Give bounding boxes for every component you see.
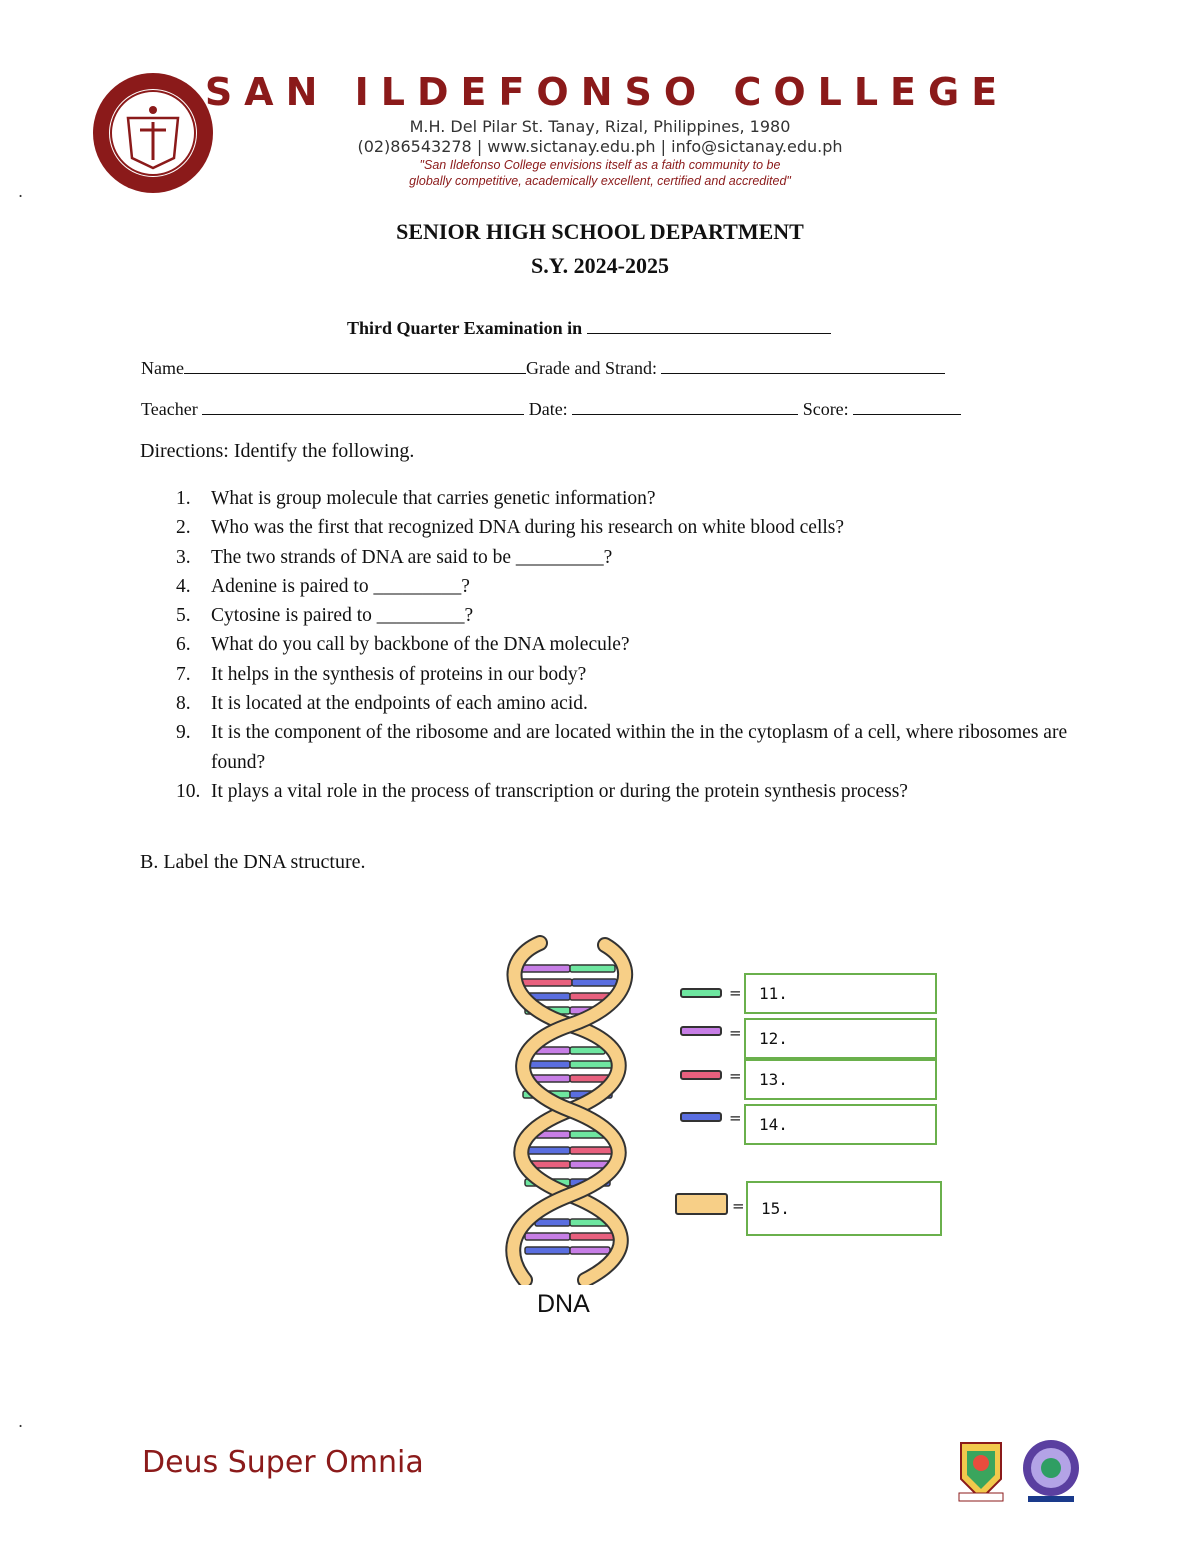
subject-blank[interactable] bbox=[587, 317, 831, 334]
question-item bbox=[140, 777, 1080, 806]
legend-swatch-pink bbox=[680, 1070, 722, 1080]
margin-dot: . bbox=[18, 1412, 24, 1431]
vision-statement-line1: "San Ildefonso College envisions itself as a faith community to be bbox=[419, 158, 781, 172]
question-number: 1. bbox=[176, 488, 191, 509]
grade-strand-blank[interactable] bbox=[661, 357, 945, 374]
question-number: 3. bbox=[176, 546, 191, 568]
legend-equals: = bbox=[729, 1067, 742, 1085]
dna-helix-illustration bbox=[495, 935, 645, 1285]
name-label: Name bbox=[141, 358, 184, 378]
question-text: It is located at the endpoints of each amino acid. bbox=[211, 693, 588, 715]
college-contact: (02)86543278 | www.sictanay.edu.ph | info@sictanay.edu.ph bbox=[357, 137, 843, 156]
question-number: 5. bbox=[176, 605, 191, 627]
question-number: 9. bbox=[176, 722, 191, 744]
legend-swatch-green bbox=[680, 988, 722, 998]
department-title: SENIOR HIGH SCHOOL DEPARTMENT bbox=[396, 219, 804, 244]
question-item bbox=[140, 513, 1080, 542]
question-number: 7. bbox=[176, 663, 191, 685]
question-list bbox=[140, 484, 1080, 806]
question-item bbox=[140, 718, 1080, 777]
legend-swatch-purple bbox=[680, 1026, 722, 1036]
question-item bbox=[140, 689, 1080, 718]
question-text: Adenine is paired to _________? bbox=[211, 575, 470, 597]
teacher-date-score-row bbox=[141, 398, 961, 420]
footer-logo-right bbox=[1018, 1438, 1084, 1504]
answer-box-11[interactable]: 11. bbox=[744, 973, 937, 1014]
question-text: The two strands of DNA are said to be _________? bbox=[211, 546, 613, 568]
exam-title: Third Quarter Examination in bbox=[347, 318, 583, 338]
name-grade-row bbox=[141, 357, 945, 379]
name-blank[interactable] bbox=[184, 357, 526, 374]
college-name: SAN ILDEFONSO COLLEGE bbox=[204, 70, 1010, 114]
question-text: It plays a vital role in the process of transcription or during the protein synthesis process? bbox=[211, 780, 908, 802]
score-blank[interactable] bbox=[853, 398, 961, 415]
question-number: 8. bbox=[176, 693, 191, 715]
question-text: Who was the first that recognized DNA during his research on white blood cells? bbox=[211, 517, 845, 539]
question-item bbox=[140, 484, 1080, 513]
college-address: M.H. Del Pilar St. Tanay, Rizal, Philippines, 1980 bbox=[409, 117, 791, 136]
teacher-blank[interactable] bbox=[202, 398, 524, 415]
exam-title-row bbox=[347, 317, 831, 339]
question-text: What do you call by backbone of the DNA molecule? bbox=[211, 634, 630, 656]
question-text: It helps in the synthesis of proteins in our body? bbox=[211, 663, 587, 685]
margin-dot: . bbox=[18, 182, 24, 201]
directions: Directions: Identify the following. bbox=[140, 440, 415, 462]
vision-statement-line2: globally competitive, academically excellent, certified and accredited" bbox=[409, 174, 791, 188]
teacher-label: Teacher bbox=[141, 399, 198, 419]
legend-swatch-blue bbox=[680, 1112, 722, 1122]
question-item bbox=[140, 630, 1080, 659]
legend-equals: = bbox=[729, 1109, 742, 1127]
question-item bbox=[140, 543, 1080, 572]
answer-box-12[interactable]: 12. bbox=[744, 1018, 937, 1059]
legend-equals: = bbox=[732, 1197, 745, 1215]
footer-logo-left bbox=[953, 1433, 1009, 1505]
question-text: What is group molecule that carries genetic information? bbox=[211, 488, 656, 509]
date-label: Date: bbox=[528, 399, 568, 419]
question-item bbox=[140, 572, 1080, 601]
answer-box-13[interactable]: 13. bbox=[744, 1059, 937, 1100]
section-b-instruction: B. Label the DNA structure. bbox=[140, 851, 366, 873]
question-text: It is the component of the ribosome and are located within the in the cytoplasm of a cell, where ribosomes are found? bbox=[211, 722, 1068, 773]
question-item bbox=[140, 660, 1080, 689]
date-blank[interactable] bbox=[572, 398, 798, 415]
answer-box-15[interactable]: 15. bbox=[746, 1181, 942, 1236]
score-label: Score: bbox=[802, 399, 849, 419]
question-number: 2. bbox=[176, 517, 191, 539]
question-text: Cytosine is paired to _________? bbox=[211, 605, 474, 627]
legend-swatch-backbone bbox=[675, 1193, 728, 1215]
grade-strand-label: Grade and Strand: bbox=[525, 358, 657, 378]
question-item bbox=[140, 601, 1080, 630]
school-motto: Deus Super Omnia bbox=[142, 1445, 424, 1480]
answer-box-14[interactable]: 14. bbox=[744, 1104, 937, 1145]
dna-label: DNA bbox=[537, 1290, 590, 1318]
question-number: 6. bbox=[176, 634, 191, 656]
legend-equals: = bbox=[729, 984, 742, 1002]
question-number: 10. bbox=[176, 780, 201, 802]
question-number: 4. bbox=[176, 575, 191, 597]
school-year: S.Y. 2024-2025 bbox=[531, 253, 669, 278]
legend-equals: = bbox=[729, 1024, 742, 1042]
